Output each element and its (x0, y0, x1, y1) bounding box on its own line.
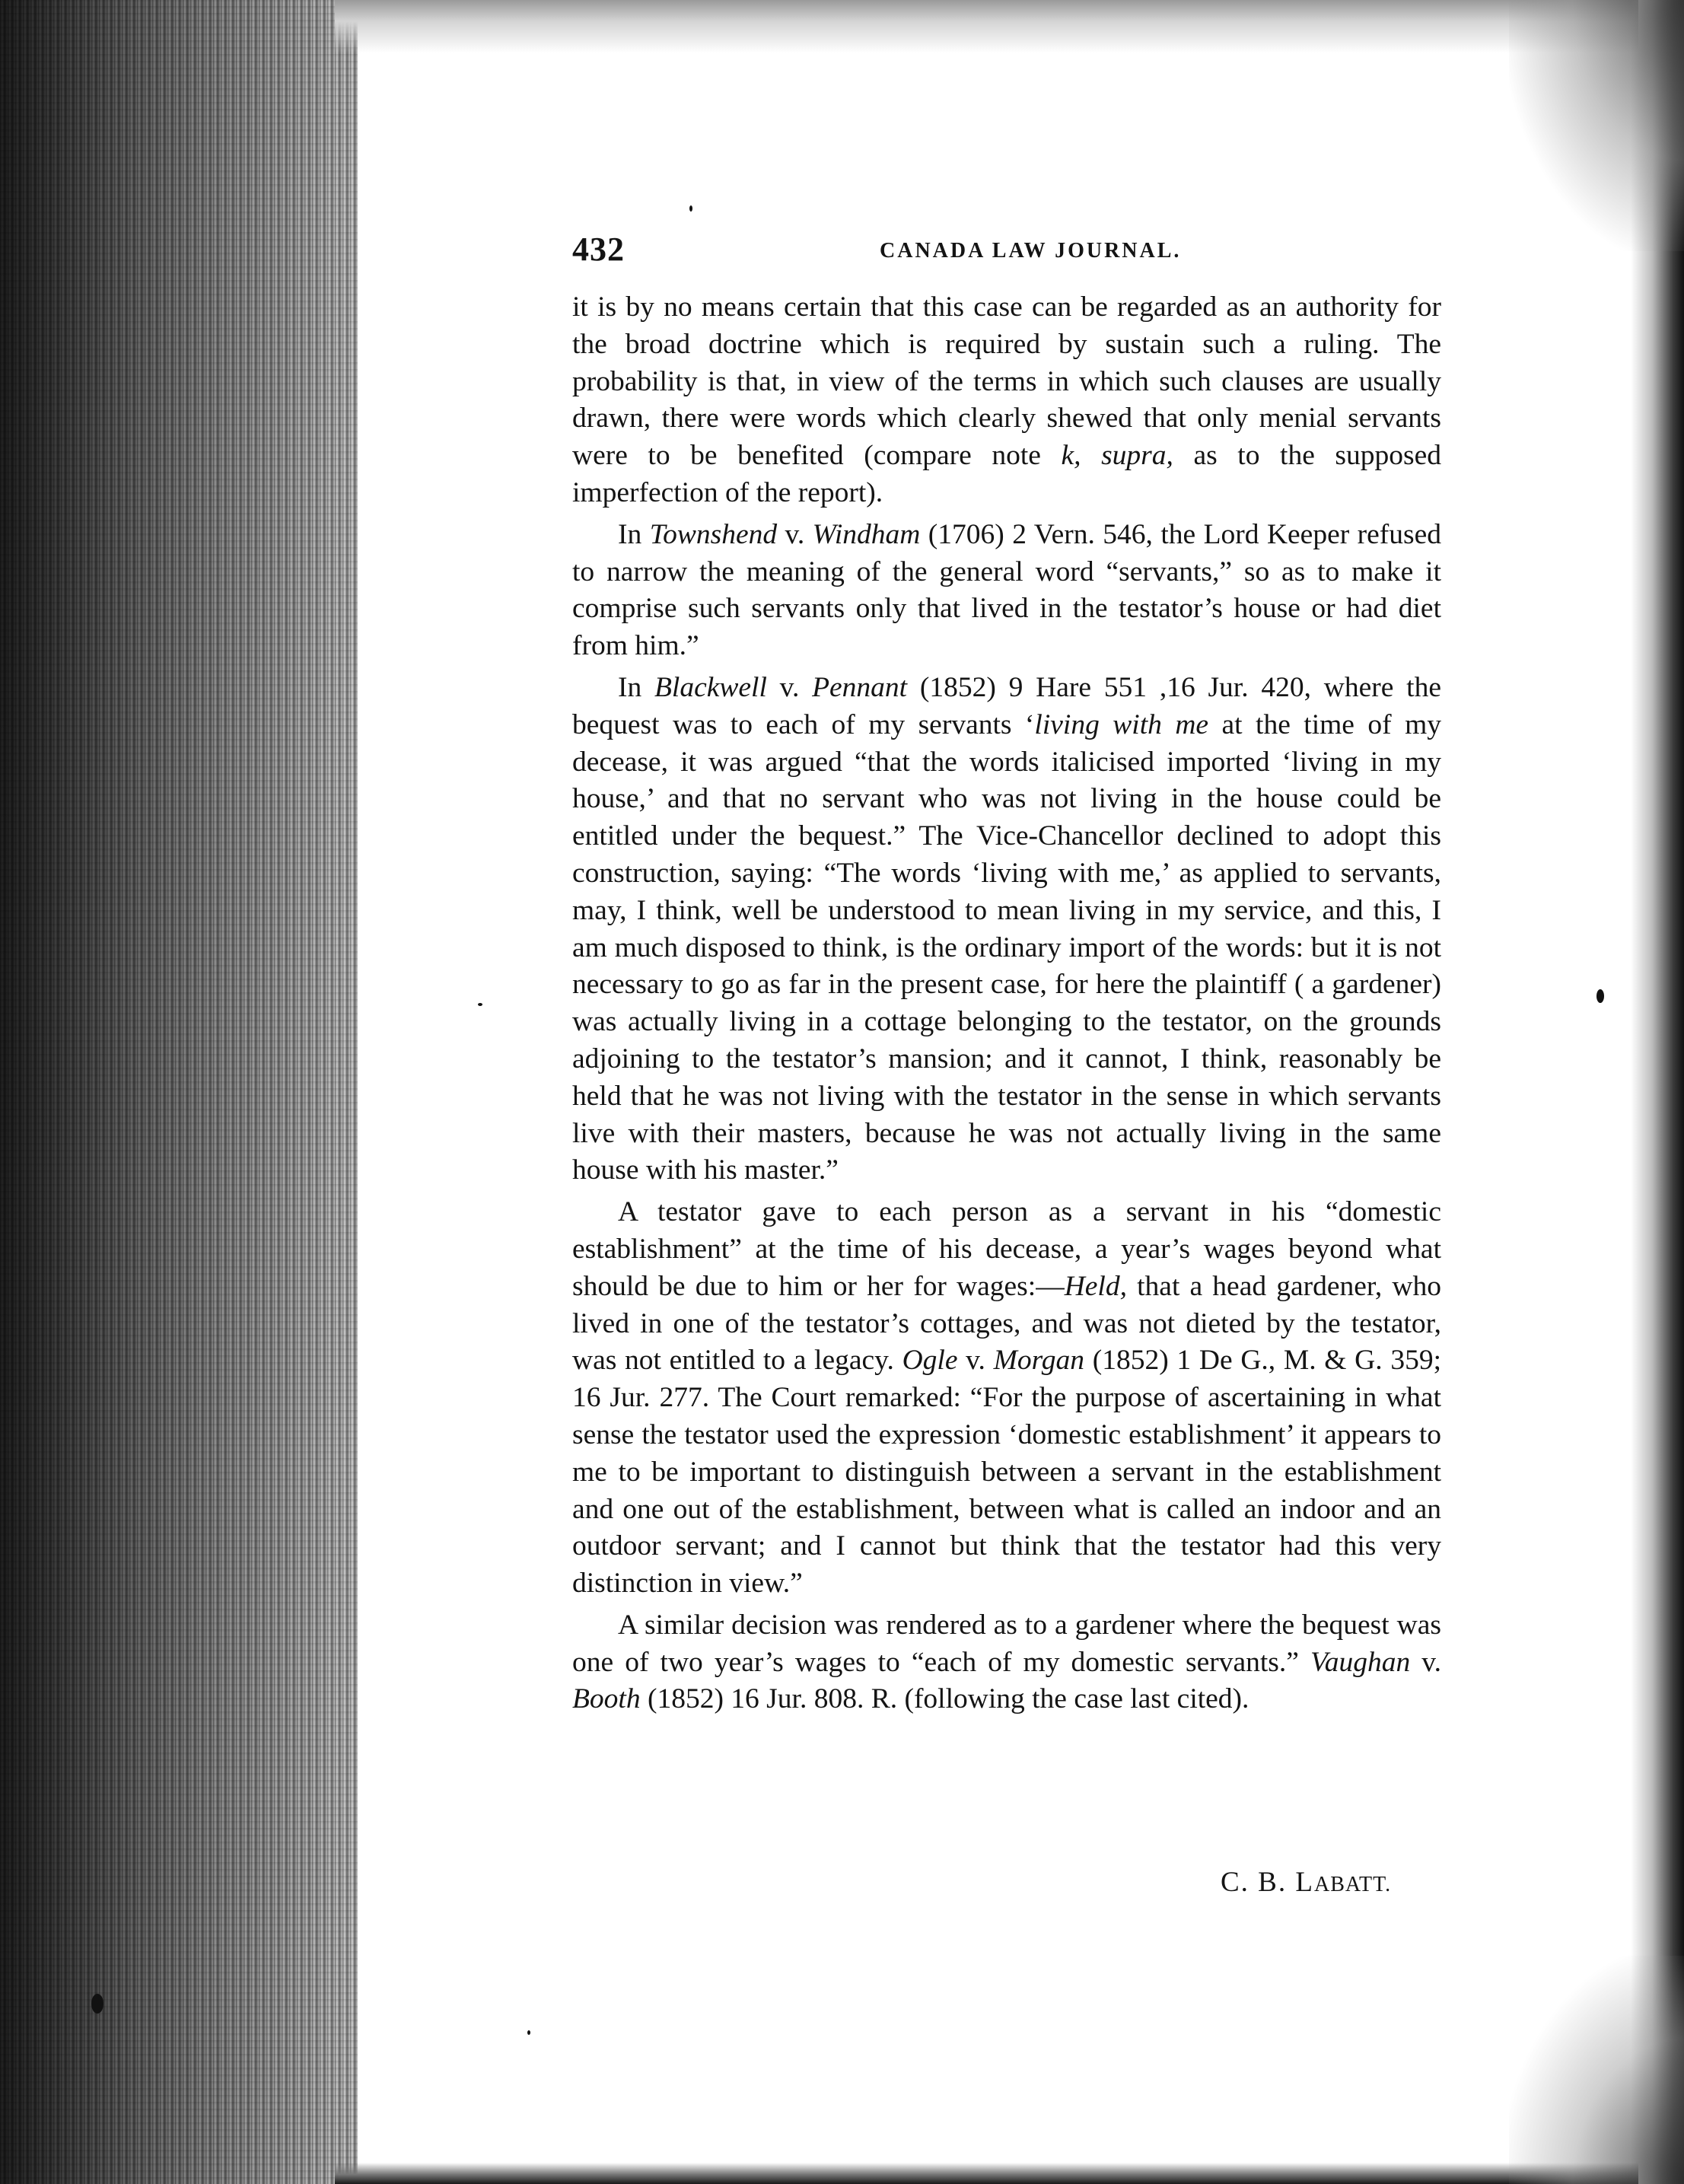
italic-citation: living with me (1034, 708, 1209, 740)
text-run: v. (777, 518, 813, 550)
paragraph (572, 670, 1441, 1189)
text-run: A testator gave to each person as a servant in his “domestic establishment” at the time of his decease, a year’s wages beyond what should be due to him or her for wages:— (572, 1196, 1441, 1302)
signature-initials: C. B. (1221, 1867, 1296, 1898)
text-run: (1852) 1 De G., M. & G. 359; 16 Jur. 277. The Court remarked: “For the purpose of ascertaining in what sense the testator used the expression ‘domestic establishment’ it appears to me to be important to distinguish between a servant in the establishment and one out of the establishment, between what is called an indoor and an outdoor servant; and I cannot but think that the testator had this very distinction in view.” (572, 1345, 1441, 1600)
italic-citation: Held, (1064, 1270, 1127, 1302)
scan-top-edge (335, 0, 1638, 53)
italic-citation: Blackwell (654, 671, 767, 703)
scan-speck (91, 1994, 103, 2014)
italic-citation: Booth (572, 1683, 641, 1715)
signature-surname-rest: ABATT. (1313, 1873, 1392, 1896)
paragraph (572, 517, 1441, 665)
text-run: In (618, 671, 655, 703)
scan-binding-edge (0, 0, 358, 2184)
italic-citation: Townshend (649, 518, 778, 550)
italic-citation: Windham (812, 518, 921, 550)
scan-speck (527, 2030, 530, 2035)
text-run: v. (1410, 1646, 1441, 1678)
scan-bottom-edge (335, 2163, 1638, 2184)
scan-speck (478, 1003, 482, 1006)
italic-citation: Morgan (993, 1345, 1085, 1377)
text-run: at the time of my decease, it was argued “that the words italicised imported ‘living in my house,’ and that no servant who was not living in the house could be entitled under the bequest.” The Vice-Chancellor declined to adopt this construction, saying: “The words ‘living with me,’ as applied to servants, may, I think, well be understood to mean living in my service, and this, I am much disposed to think, is the ordinary import of the words: but it is not necessary to go as far in the present case, for here the plaintiff ( a gardener) was actually living in a cottage belonging to the testator, on the grounds adjoining to the testator’s mansion; and it cannot, I think, reasonably be held that he was not living with the testator in the sense in which servants live with their masters, because he was not actually living in the same house with his master.” (572, 708, 1442, 1186)
text-run: (1706) 2 Vern. 546, the Lord Keeper refused to narrow the meaning of the general word “servants,” so as to make it comprise such servants only that lived in the testator’s house or had diet from him.” (572, 518, 1441, 662)
scan-speck (689, 205, 692, 212)
scan-corner-shadow-bottom (1509, 1956, 1684, 2184)
text-run: (1852) 9 Hare 551 ,16 Jur. 420, where the bequest was to each of my servants ‘ (572, 671, 1441, 740)
italic-citation: Pennant (812, 671, 908, 703)
text-run: In (618, 518, 650, 550)
italic-citation: k, supra, (1061, 440, 1173, 472)
italic-citation: Vaughan (1310, 1646, 1411, 1678)
italic-citation: Ogle (902, 1345, 958, 1377)
paragraph (572, 1194, 1441, 1603)
scan-corner-shadow-top (1509, 0, 1684, 251)
paragraph (572, 289, 1441, 512)
article-body (572, 289, 1441, 1718)
scan-right-edge (1631, 0, 1684, 2184)
scan-speck (1596, 989, 1604, 1003)
text-run: v. (957, 1345, 994, 1377)
page-number: 432 (572, 231, 625, 268)
text-run: (1852) 16 Jur. 808. R. (following the case last cited). (640, 1683, 1249, 1715)
paragraph (572, 1607, 1441, 1718)
text-run: that a head gardener, who lived in one of the testator’s cottages, and was not dieted by the testator, was not entitled to a legacy. (572, 1270, 1441, 1377)
running-head: CANADA LAW JOURNAL. (880, 239, 1182, 263)
author-signature (1221, 1866, 1391, 1899)
text-run: v. (766, 671, 813, 703)
text-run: it is by no means certain that this case can be regarded as an authority for the broad doctrine which is required by sustain such a ruling. The probability is that, in view of the terms in which such clauses are usually drawn, there were words which clearly shewed that only menial servants were to be benefited (compare note (572, 291, 1441, 472)
page-header (572, 230, 1441, 268)
text-run: as to the supposed imperfection of the report). (572, 440, 1441, 508)
text-run: A similar decision was rendered as to a gardener where the bequest was one of two year’s wages to “each of my domestic servants.” (572, 1609, 1441, 1678)
signature-surname-initial: L (1295, 1867, 1314, 1898)
